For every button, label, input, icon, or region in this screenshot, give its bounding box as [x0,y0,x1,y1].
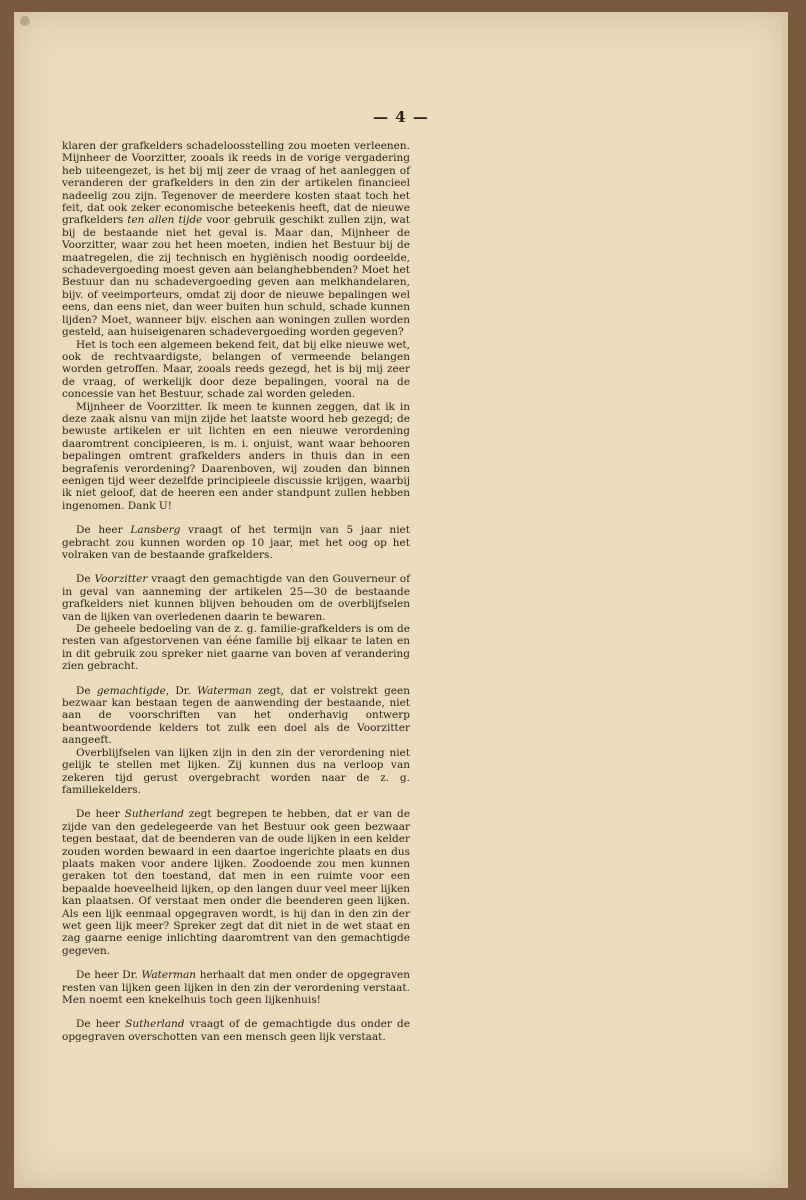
text-run: De [76,573,95,586]
paragraph-3 [62,401,410,513]
text-run: vraagt den gemachtigde van den Gouverneur of in geval van aanneming der artikelen 25—30 de bestaande grafkelders niet kunnen blijven behouden om de overblijfselen van de lijken van overledenen daarin te bewaren. [62,573,410,623]
page-edge [782,12,788,1188]
text-run: klaren der grafkelders schadeloosstelling zou moeten verleenen. Mijnheer de Voorzitter, zooals ik reeds in de vorige vergadering heb uiteengezet, is het bij mij zeer de vraag of het aanleggen of veranderen der grafkelders in den zin der artikelen financieel nadeelig zou zijn. Tegenover de meerdere kosten staat toch het feit, dat ook zeker economische beteekenis heeft, dat de nieuwe grafkelders [62,140,410,227]
paragraph-5 [62,573,410,623]
paragraph-10 [62,969,410,1006]
text-run: Mijnheer de Voorzitter. Ik meen te kunnen zeggen, dat ik in deze zaak alsnu van mijn zijde het laatste woord heb gezegd; de bewuste artikelen er uit lichten en een nieuwe verordening daaromtrent concipieeren, is m. i. onjuist, want waar behooren bepalingen omtrent grafkelders anders in thuis dan in een begrafenis verordening? Daarenboven, wij zouden dan binnen eenigen tijd weer dezelfde principieele discussie krijgen, waarbij ik niet geloof, dat de heeren een ander standpunt zullen hebben ingenomen. Dank U! [62,400,410,512]
italic-run: gemachtigde [96,684,166,697]
text-run: Overblijfselen van lijken zijn in den zin der verordening niet gelijk te stellen met lijken. Zij kunnen dus na verloop van zekeren tijd gerust overgebracht worden naar de z. g. familiekelders. [62,746,410,796]
text-run: Het is toch een algemeen bekend feit, dat bij elke nieuwe wet, ook de rechtvaardigste, belangen of vermeende belangen worden getroffen. Maar, zooals reeds gezegd, het is bij mij zeer de vraag, of werkelijk door deze bepalingen, vooral na de concessie van het Bestuur, schade zal worden geleden. [62,338,410,401]
italic-run: Sutherland [125,1018,185,1031]
italic-run: Sutherland [124,808,184,821]
italic-run: Voorzitter [94,573,148,586]
text-run: De heer [76,808,125,821]
text-run: zegt begrepen te hebben, dat er van de zijde van den gedelegeerde van het Bestuur ook geen bezwaar tegen bestaat, dat de beenderen van de oude lijken in een kelder zouden worden bewaard in een daartoe ingerichte plaats en dus plaats maken voor andere lijken. Zoodoende zou men kunnen geraken tot den toestand, dat men in een ruimte voor een bepaalde hoeveelheid lijken, op den langen duur veel meer lijken kan plaatsen. Of verstaat men onder die beenderen geen lijken. Als een lijk eenmaal opgegraven wordt, is hij dan in den zin der wet geen lijk meer? Spreker zegt dat dit niet in de wet staat en zag gaarne eenige inlichting daaromtrent van den gemachtigde gegeven. [62,808,410,957]
italic-run: Waterman [141,969,197,982]
paragraph-11 [62,1018,410,1043]
body-text [62,140,410,1043]
text-run: vraagt of de gemachtigde dus onder de opgegraven overschotten van een mensch geen lijk verstaat. [62,1018,410,1043]
paragraph-2 [62,339,410,401]
text-run: De heer [76,524,131,537]
paragraph-6 [62,623,410,673]
paragraph-7 [62,685,410,747]
text-run: De heer Dr. [76,969,142,982]
paragraph-1 [62,140,410,339]
paragraph-9 [62,808,410,957]
italic-run: Waterman [197,684,252,697]
text-run: zegt, dat er volstrekt geen bezwaar kan bestaan tegen de aanwending der bestaande, niet aan de voorschriften van het onderhavig ontwerp beantwoordende kelders tot zulk een doel als de Voorzitter aangeeft. [62,684,410,747]
document-page [14,12,788,1188]
text-run: De [76,684,97,697]
text-run: De heer [76,1018,126,1031]
page-number: — 4 — [373,108,429,126]
text-run: , Dr. [165,684,198,697]
italic-run: Lansberg [130,524,181,537]
text-run: voor gebruik geschikt zullen zijn, wat bij de bestaande niet het geval is. Maar dan, Mijnheer de Voorzitter, waar zou het heen moeten, indien het Bestuur bij de maatregelen, die zij technisch en hygiënisch noodig oordeelde, schadevergoeding moest geven aan belanghebbenden? Moet het Bestuur dan nu schadevergoeding geven aan melkhandelaren, bijv. of veeimporteurs, omdat zij door de nieuwe bepalingen wel eens, dan eens niet, dan weer buiten hun schuld, schade kunnen lijden? Moet, wanneer bijv. eischen aan woningen zullen worden gesteld, aan huiseigenaren schadevergoeding worden gegeven? [62,214,411,339]
paragraph-8 [62,747,410,797]
italic-run: ten allen tijde [127,214,203,227]
paragraph-4 [62,524,410,561]
text-run: herhaalt dat men onder de opgegraven resten van lijken geen lijken in den zin der verordening verstaat. Men noemt een knekelhuis toch geen lijkenhuis! [62,969,410,1006]
text-run: De geheele bedoeling van de z. g. familie-grafkelders is om de resten van afgestorvenen van ééne familie bij elkaar te laten en in dit gebruik zou spreker niet gaarne van boven af verandering zien gebracht. [62,623,410,673]
text-run: vraagt of het termijn van 5 jaar niet gebracht zou kunnen worden op 10 jaar, met het oog op het volraken van de bestaande grafkelders. [62,524,410,561]
hole-mark [20,16,30,26]
